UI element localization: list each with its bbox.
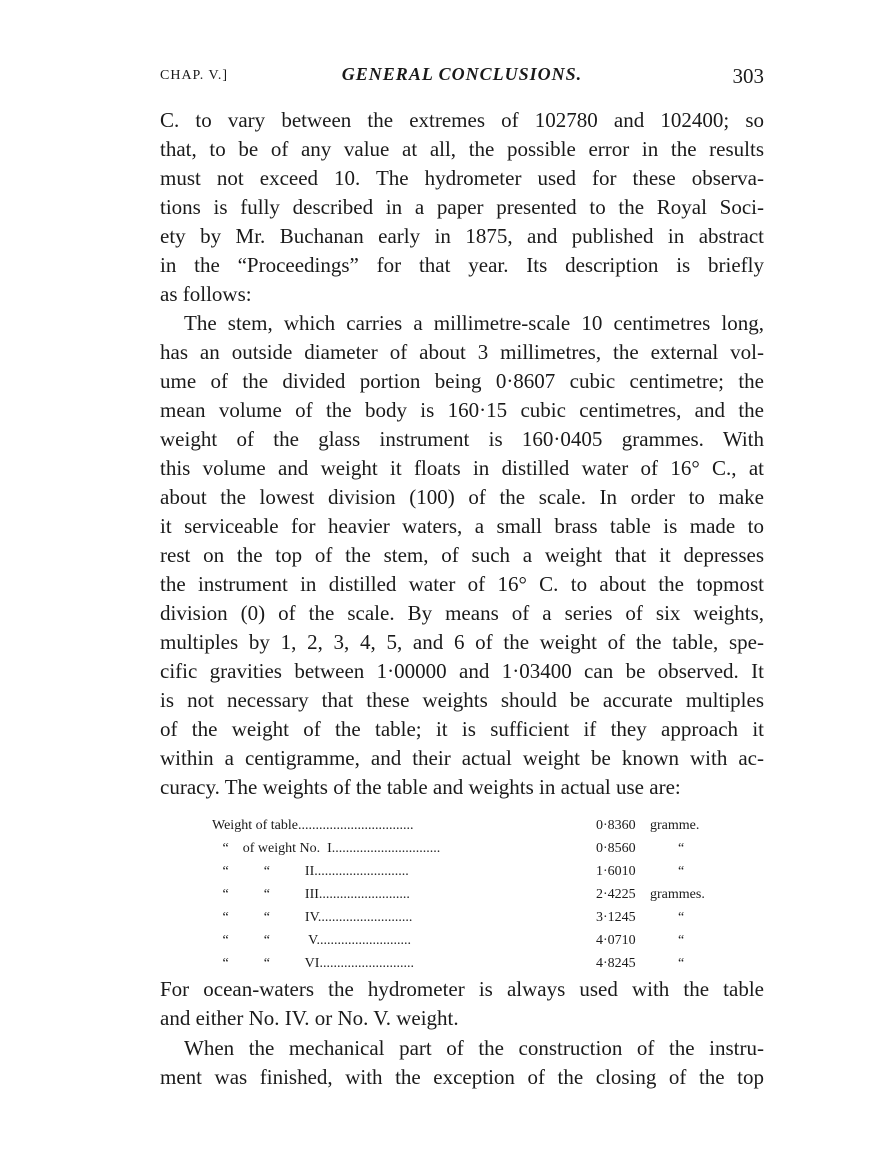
text-line: cific gravities between 1·00000 and 1·03400 can be observed. It	[160, 659, 764, 683]
table-row	[212, 837, 732, 860]
row-label: “ “ V...........................	[212, 933, 411, 948]
text-line: ume of the divided portion being 0·8607 cubic centimetre; the	[160, 369, 764, 393]
row-label: “ of weight No. I...............................	[212, 841, 441, 856]
row-value: 0·8360	[596, 818, 636, 833]
row-unit: “	[678, 841, 685, 856]
row-value: 4·8245	[596, 956, 636, 971]
text-line: has an outside diameter of about 3 millimetres, the external vol-	[160, 340, 764, 364]
row-label: “ “ II...........................	[212, 864, 409, 879]
table-row	[212, 814, 732, 837]
text-line: and either No. IV. or No. V. weight.	[160, 1006, 459, 1030]
row-value: 4·0710	[596, 933, 636, 948]
running-header	[160, 64, 764, 90]
text-line: curacy. The weights of the table and weights in actual use are:	[160, 775, 681, 799]
text-line: ety by Mr. Buchanan early in 1875, and published in abstract	[160, 224, 764, 248]
text-line: it serviceable for heavier waters, a small brass table is made to	[160, 514, 764, 538]
text-line: C. to vary between the extremes of 102780 and 102400; so	[160, 108, 764, 132]
paragraph-4	[160, 1034, 764, 1092]
text-line: about the lowest division (100) of the scale. In order to make	[160, 485, 764, 509]
text-line: multiples by 1, 2, 3, 4, 5, and 6 of the weight of the table, spe-	[160, 630, 764, 654]
text-line: rest on the top of the stem, of such a weight that it depresses	[160, 543, 764, 567]
row-value: 1·6010	[596, 864, 636, 879]
table-row	[212, 883, 732, 906]
row-label: Weight of table.................................	[212, 818, 414, 833]
chapter-label: CHAP. V.]	[160, 68, 229, 83]
text-line: in the “Proceedings” for that year. Its description is briefly	[160, 253, 764, 277]
row-unit: “	[678, 956, 685, 971]
text-line: When the mechanical part of the construction of the instru-	[184, 1036, 764, 1060]
page-number: 303	[732, 64, 764, 88]
table-row	[212, 860, 732, 883]
text-line: this volume and weight it floats in distilled water of 16° C., at	[160, 456, 764, 480]
table-row	[212, 952, 732, 975]
paragraph-1	[160, 106, 764, 309]
row-unit: “	[678, 864, 685, 879]
text-line: division (0) of the scale. By means of a series of six weights,	[160, 601, 764, 625]
text-line: must not exceed 10. The hydrometer used for these observa-	[160, 166, 764, 190]
text-line: is not necessary that these weights should be accurate multiples	[160, 688, 764, 712]
row-unit: grammes.	[650, 887, 705, 902]
table-row	[212, 906, 732, 929]
row-label: “ “ VI...........................	[212, 956, 414, 971]
text-line: of the weight of the table; it is sufficient if they approach it	[160, 717, 764, 741]
row-unit: gramme.	[650, 818, 700, 833]
running-title: GENERAL CONCLUSIONS.	[341, 64, 583, 84]
text-line: ment was finished, with the exception of the closing of the top	[160, 1065, 764, 1089]
row-unit: “	[678, 933, 685, 948]
text-line: the instrument in distilled water of 16° C. to about the topmost	[160, 572, 764, 596]
row-value: 3·1245	[596, 910, 636, 925]
text-line: The stem, which carries a millimetre-scale 10 centimetres long,	[184, 311, 764, 335]
text-line: as follows:	[160, 282, 252, 306]
row-label: “ “ IV...........................	[212, 910, 413, 925]
paragraph-2	[160, 309, 764, 802]
row-value: 0·8560	[596, 841, 636, 856]
text-line: mean volume of the body is 160·15 cubic centimetres, and the	[160, 398, 764, 422]
table-row	[212, 929, 732, 952]
text-line: within a centigramme, and their actual weight be known with ac-	[160, 746, 764, 770]
paragraph-3	[160, 975, 764, 1033]
text-line: that, to be of any value at all, the possible error in the results	[160, 137, 764, 161]
text-line: weight of the glass instrument is 160·0405 grammes. With	[160, 427, 764, 451]
text-line: For ocean-waters the hydrometer is always used with the table	[160, 977, 764, 1001]
row-value: 2·4225	[596, 887, 636, 902]
text-line: tions is fully described in a paper presented to the Royal Soci-	[160, 195, 764, 219]
weights-table	[212, 814, 732, 975]
row-unit: “	[678, 910, 685, 925]
row-label: “ “ III..........................	[212, 887, 410, 902]
